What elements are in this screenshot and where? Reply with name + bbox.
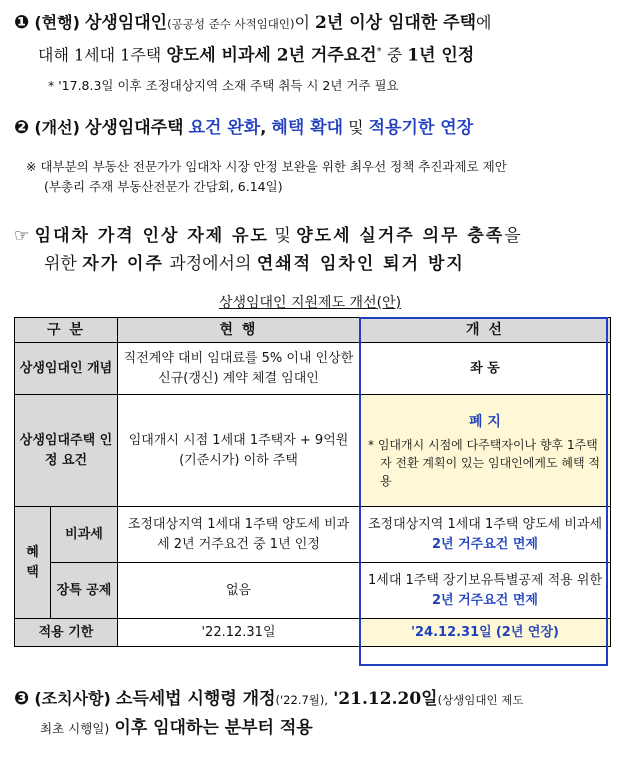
- item1-note: * '17.8.3일 이후 조정대상지역 소재 주택 취득 시 2년 거주 필요: [48, 78, 399, 93]
- comparison-table: [14, 317, 611, 647]
- item4-line2: [40, 717, 313, 740]
- header-category: 구 분: [15, 318, 118, 343]
- item4-line2-b: 이후 임대하는 분부터 적용: [114, 718, 313, 738]
- table-caption: 상생임대인 지원제도 개선(안): [218, 295, 402, 311]
- item2-note-line2: (부총리 주재 부동산전문가 간담회, 6.14일): [44, 179, 283, 194]
- item3-line1: [14, 225, 521, 247]
- item1-jung: 중: [386, 45, 403, 65]
- recognition-note: * 임대개시 시점에 다주택자이나 향후 1주택자 전환 계획이 있는 임대인에게도 혜택 적용: [368, 437, 600, 488]
- longterm-improved-b: 2년 거주요건 면제: [431, 592, 538, 608]
- item2-line1: [14, 117, 473, 139]
- table-header-row: [15, 318, 611, 343]
- row-recognition-label: 상생임대주택 인정 요건: [15, 395, 118, 507]
- row-period-current: '22.12.31일: [118, 619, 360, 647]
- item3-l2-a: 위한: [44, 254, 77, 274]
- item2-bullet: ❷: [14, 117, 30, 138]
- item1-e: 에: [476, 13, 492, 32]
- item2-note-line1: ※ 대부분의 부동산 전문가가 임대차 시장 안정 보완을 위한 최우선 정책 추진과제로 제안: [26, 159, 507, 174]
- item3-p2: 양도세 실거주 의무 충족: [296, 226, 505, 246]
- item3-eul: 을: [504, 226, 521, 246]
- item1-bullet: ❶: [14, 12, 30, 33]
- item4-title: 소득세법 시행령 개정: [115, 689, 276, 709]
- item1-one-year: 1년 인정: [407, 45, 475, 66]
- table-row: [15, 619, 611, 647]
- item3-l2-d: 연쇄적 임차인 퇴거 방지: [256, 254, 465, 274]
- row-longterm-current: 없음: [118, 563, 360, 619]
- row-nontax-improved: [360, 507, 611, 563]
- item3-l2-c: 과정에서의: [169, 254, 252, 274]
- item4-small2: (상생임대인 제도: [437, 693, 524, 707]
- row-period-label: 적용 기한: [15, 619, 118, 647]
- item2-paren-label: (개선): [34, 118, 80, 137]
- item3-and: 및: [274, 226, 291, 246]
- item4-date: '21.12.20일: [333, 689, 438, 709]
- recognition-abolish: 폐 지: [469, 413, 501, 430]
- row-concept-current: 직전계약 대비 임대료를 5% 이내 인상한 신규(갱신) 계약 체결 임대인: [118, 343, 360, 395]
- item4-line1: [14, 688, 523, 711]
- item1-paren-label: (현행): [34, 13, 80, 32]
- item2-benefit: 혜택 확대: [271, 118, 344, 138]
- table-row: [15, 343, 611, 395]
- row-longterm-improved: [360, 563, 611, 619]
- item3-line2: [44, 253, 465, 275]
- item1-line2: [38, 41, 474, 66]
- item2-req: 요건 완화: [188, 118, 261, 138]
- item4-paren-label: (조치사항): [34, 689, 111, 708]
- row-concept-label: 상생임대인 개념: [15, 343, 118, 395]
- item3-l2-b: 자가 이주: [82, 254, 164, 274]
- item2-period: 적용기한 연장: [368, 118, 474, 138]
- item2-comma: ,: [260, 118, 267, 137]
- item2-and: 및: [348, 118, 364, 137]
- header-current: 현 행: [118, 318, 360, 343]
- row-recognition-improved: [360, 395, 611, 507]
- period-improved-a: '24.12.31일: [411, 624, 492, 640]
- table-row: [15, 395, 611, 507]
- item1-line2-b: 양도세 비과세 2년 거주요건: [166, 45, 377, 66]
- row-nontax-current: 조정대상지역 1세대 1주택 양도세 비과세 2년 거주요건 중 1년 인정: [118, 507, 360, 563]
- row-nontax-label: 비과세: [51, 507, 118, 563]
- row-benefit-label: 혜 택: [15, 507, 51, 619]
- nontax-improved-b: 2년 거주요건 면제: [431, 536, 538, 552]
- row-concept-improved: 좌 동: [360, 343, 611, 395]
- item1-i: 이: [294, 13, 310, 32]
- row-longterm-label: 장특 공제: [51, 563, 118, 619]
- item1-line1: [14, 12, 491, 35]
- header-improved: 개 선: [360, 318, 611, 343]
- item3-bullet: ☞: [14, 226, 30, 246]
- item3-p1: 임대차 가격 인상 자제 유도: [34, 226, 269, 246]
- item4-line2-small: 최초 시행일): [40, 721, 110, 736]
- item4-bullet: ❸: [14, 688, 30, 709]
- item1-two-years: 2년 이상 임대한 주택: [315, 13, 477, 33]
- longterm-improved-a: 1세대 1주택 장기보유특별공제 적용 위한: [368, 572, 602, 588]
- row-recognition-current: 임대개시 시점 1세대 1주택자 + 9억원(기준시가) 이하 주택: [118, 395, 360, 507]
- row-period-improved: [360, 619, 611, 647]
- item2-title: 상생임대주택: [84, 118, 184, 138]
- table-row: [15, 507, 611, 563]
- item1-line2-a: 대해 1세대 1주택: [38, 45, 162, 65]
- table-row: [15, 563, 611, 619]
- nontax-improved-a: 조정대상지역 1세대 1주택 양도세 비과세: [368, 516, 602, 532]
- item1-title: 상생임대인: [84, 13, 168, 33]
- period-improved-b: (2년 연장): [495, 624, 559, 640]
- item1-def-small: (공공성 준수 사적임대인): [167, 17, 295, 31]
- item4-small1: ('22.7월),: [275, 693, 329, 707]
- item1-star: *: [376, 46, 382, 57]
